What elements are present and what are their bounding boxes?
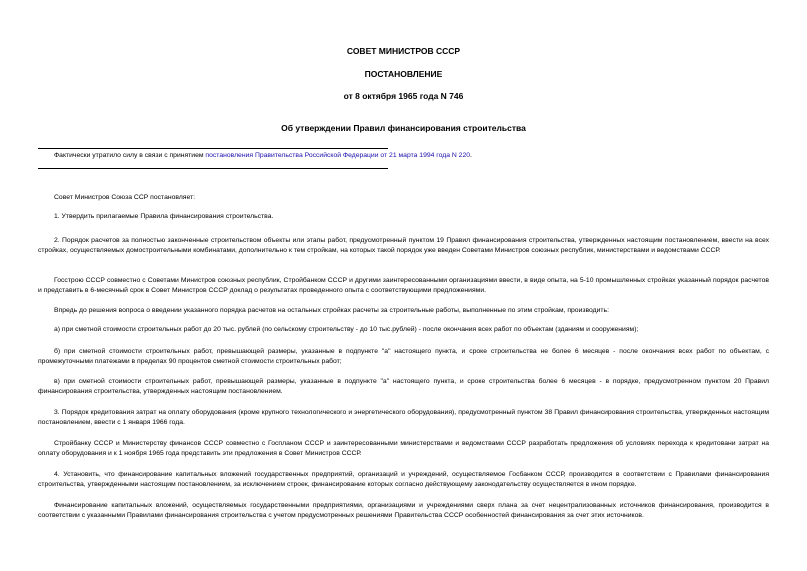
paragraph-preamble: Совет Министров Союза ССР постановляет: bbox=[54, 194, 196, 201]
paragraph-gosstroy: Госстрою СССР совместно с Советами Министров союзных республик, Стройбанком СССР и другими заинтересованными организациями ввести, в виде опыта, на 5-10 промышленных стройках указанный порядок расчетов и представить в 6-месячный срок в Совет Министров СССР доклад о результатах проведенного опыта с соответствующими предложениями. bbox=[38, 277, 769, 294]
status-note bbox=[54, 152, 472, 159]
paragraph-subitem-v: в) при сметной стоимости строительных работ, превышающей размеры, указанные в подпункте "а" настоящего пункта, и сроке строительства более 6 месяцев - в порядке, предусмотренном пунктом 20 Правил финансирования строительства, утвержденных настоящим постановлением. bbox=[38, 378, 769, 395]
paragraph-item-3: 3. Порядок кредитования затрат на оплату оборудования (кроме крупного технологического и энергетического оборудования), предусмотренный пунктом 38 Правил финансирования строительства, утвержденных настоящим постановлением, ввести с 1 января 1966 года. bbox=[38, 409, 769, 426]
document-date-heading: от 8 октября 1965 года N 746 bbox=[343, 91, 464, 101]
issuer-heading: СОВЕТ МИНИСТРОВ СССР bbox=[346, 46, 461, 56]
paragraph-subitem-a: а) при сметной стоимости строительных работ до 20 тыс. рублей (по сельскому строительству - до 10 тыс.рублей) - после окончания всех работ по объектам (зданиям и сооружениям); bbox=[54, 326, 639, 333]
status-note-prefix: Фактически утратило силу в связи с принятием bbox=[54, 152, 206, 159]
paragraph-interim: Впредь до решения вопроса о введении указанного порядка расчетов на остальных стройках расчеты за строительные работы, выполненные по этим стройкам, производить: bbox=[54, 307, 609, 314]
paragraph-subitem-b: б) при сметной стоимости строительных работ, превышающей размеры, указанные в подпункте "а" настоящего пункта, и сроке строительства не более 6 месяцев - после окончания всех работ по объектам, с промежуточными платежами в пределах 90 процентов сметной стоимости строительных работ; bbox=[38, 348, 769, 365]
document-title: Об утверждении Правил финансирования строительства bbox=[281, 123, 526, 133]
repeal-decree-link[interactable]: постановления Правительства Российской Федерации от 21 марта 1994 года N 220 bbox=[205, 152, 471, 159]
document-type-heading: ПОСТАНОВЛЕНИЕ bbox=[364, 69, 443, 79]
note-top-divider bbox=[38, 148, 388, 149]
status-note-suffix: . bbox=[470, 152, 472, 159]
paragraph-stroibank: Стройбанку СССР и Министерству финансов СССР совместно с Госпланом СССР и заинтересованными министерствами и ведомствами СССР разработать предложения об условиях перехода к кредитовани затрат на оплату оборудования и к 1 ноября 1965 года представить эти предложения в Совет Министров СССР. bbox=[38, 440, 769, 457]
paragraph-item-4: 4. Установить, что финансирование капитальных вложений государственных предприятий, организаций и учреждений, осуществляемое Госбанком СССР, производится в соответствии с Правилами финансирования строительства, утвержденными настоящим постановлением, за исключением строек, финансирование которых согласно действующему законодательству осуществляется в ином порядке. bbox=[38, 471, 769, 488]
paragraph-item-1: 1. Утвердить прилагаемые Правила финансирования строительства. bbox=[54, 213, 274, 220]
paragraph-item-2: 2. Порядок расчетов за полностью законченные строительством объекты или этапы работ, предусмотренный пунктом 19 Правил финансирования строительства, утвержденных настоящим постановлением, ввести на всех стройках, осуществляемых домостроительными комбинатами, дополнительно к тем стройкам, на которых такой порядок уже введен Советами Министров союзных республик, министерствами и ведомствами СССР. bbox=[38, 237, 769, 254]
paragraph-extra-plan: Финансирование капитальных вложений, осуществляемых государственными предприятиями, организациями и учреждениями сверх плана за счет нецентрализованных источников финансирования, производится в соответствии с указанными Правилами финансирования строительства с учетом предусмотренных решениями Правительства СССР особенностей финансирования за счет этих источников. bbox=[38, 502, 769, 519]
note-bottom-divider bbox=[38, 168, 388, 169]
